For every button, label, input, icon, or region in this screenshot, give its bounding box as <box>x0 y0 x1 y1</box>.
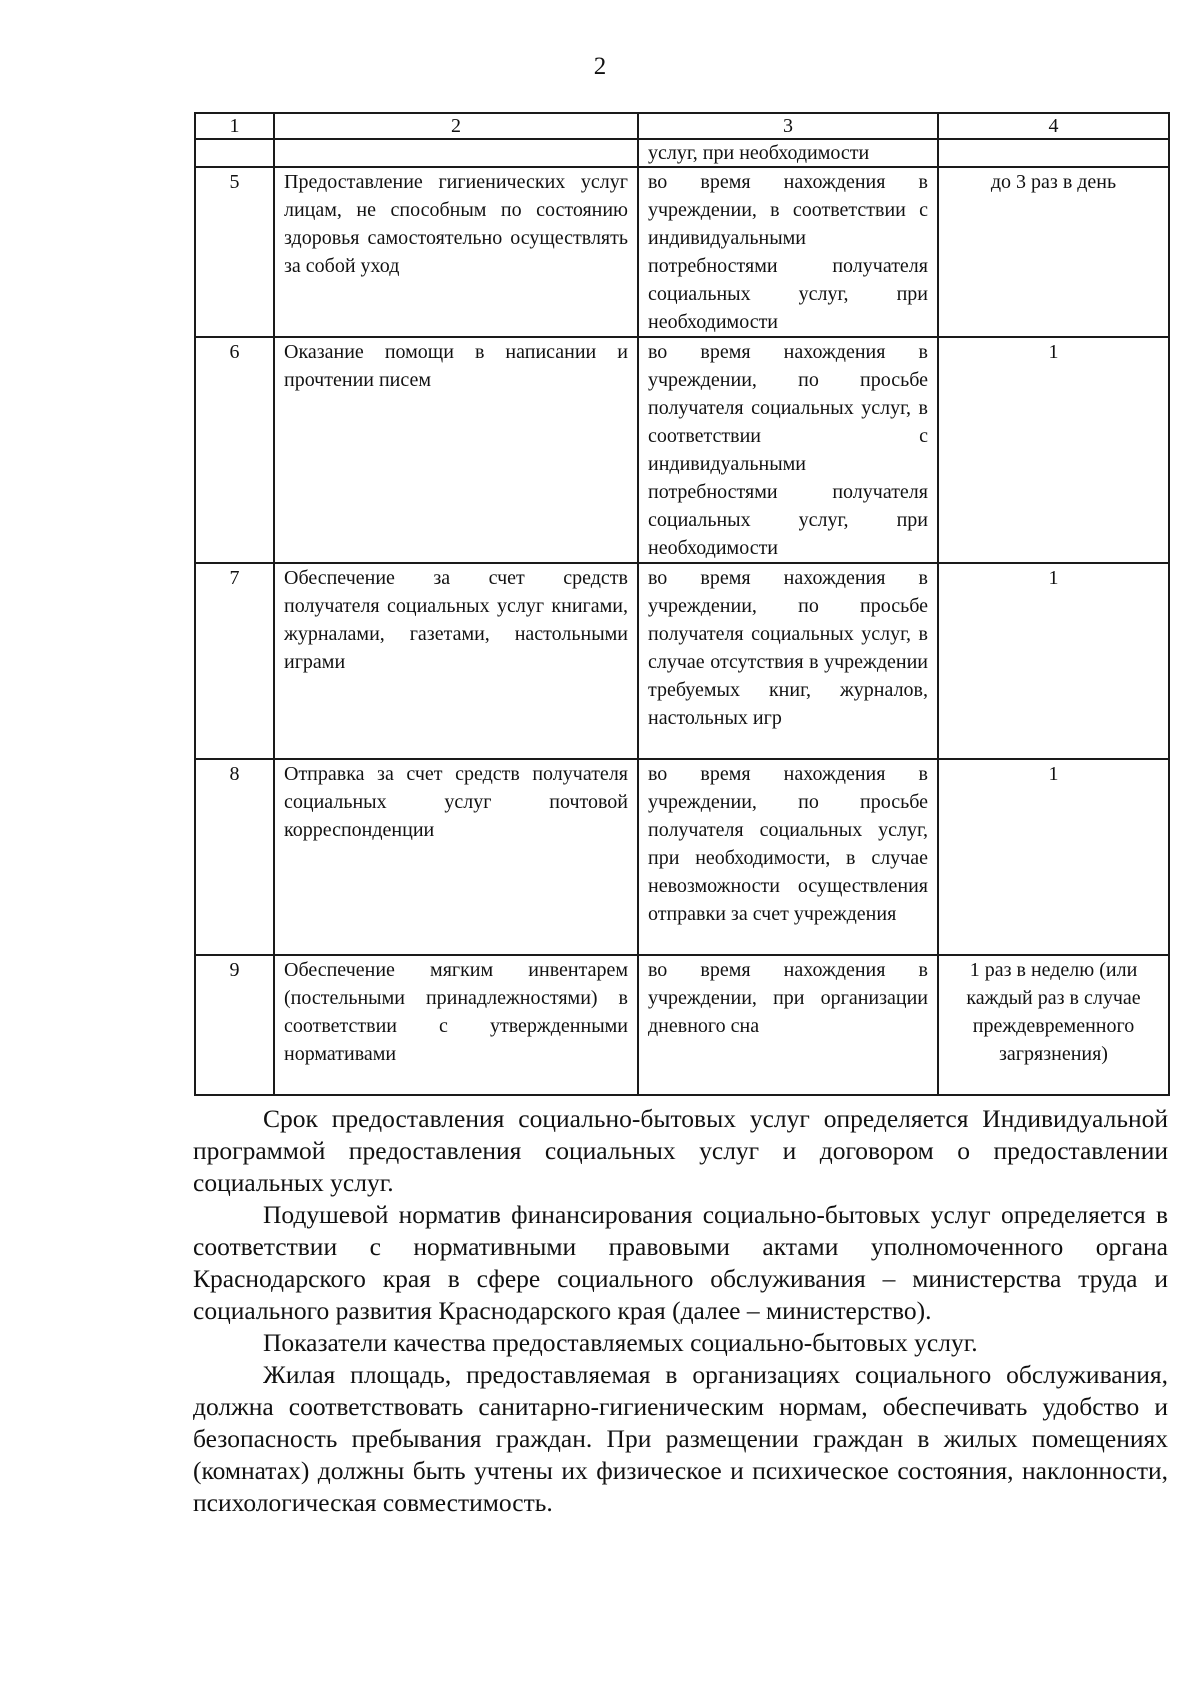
table-cell <box>938 139 1169 167</box>
condition-cell: во время нахождения в учреждении, в соответствии с индивидуальными потребностями получателя социальных услуг, при необходимости <box>638 167 938 337</box>
services-table <box>194 112 1170 1096</box>
row-number-cell: 7 <box>195 563 274 759</box>
condition-cell: во время нахождения в учреждении, по просьбе получателя социальных услуг, в соответствии с индивидуальными потребностями получателя социальных услуг, при необходимости <box>638 337 938 563</box>
frequency-cell: 1 раз в неделю (или каждый раз в случае преждевременного загрязнения) <box>938 955 1169 1095</box>
table-row <box>195 337 1169 563</box>
row-number-cell: 5 <box>195 167 274 337</box>
column-number-header: 1 <box>195 113 274 139</box>
table-row <box>195 563 1169 759</box>
paragraph: Срок предоставления социально-бытовых услуг определяется Индивидуальной программой предоставления социальных услуг и договором о предоставлении социальных услуг. <box>193 1104 1168 1197</box>
row-number-cell: 9 <box>195 955 274 1095</box>
service-name-cell: Предоставление гигиенических услуг лицам, не способным по состоянию здоровья самостоятельно осуществлять за собой уход <box>274 167 638 337</box>
paragraph: Показатели качества предоставляемых социально-бытовых услуг. <box>263 1328 978 1357</box>
table-cell <box>274 139 638 167</box>
column-number-header: 2 <box>274 113 638 139</box>
service-name-cell: Обеспечение мягким инвентарем (постельными принадлежностями) в соответствии с утвержденными нормативами <box>274 955 638 1095</box>
service-name-cell: Обеспечение за счет средств получателя социальных услуг книгами, журналами, газетами, настольными играми <box>274 563 638 759</box>
paragraph: Подушевой норматив финансирования социально-бытовых услуг определяется в соответствии с нормативными правовыми актами уполномоченного органа Краснодарского края в сфере социального обслуживания – министерства труда и социального развития Краснодарского края (далее – министерство). <box>193 1200 1168 1325</box>
row-number-cell: 6 <box>195 337 274 563</box>
frequency-cell: 1 <box>938 563 1169 759</box>
page-number: 2 <box>593 53 607 80</box>
frequency-cell: 1 <box>938 337 1169 563</box>
table-cell <box>195 139 274 167</box>
table-row <box>195 955 1169 1095</box>
frequency-cell: 1 <box>938 759 1169 955</box>
condition-cell: во время нахождения в учреждении, по просьбе получателя социальных услуг, при необходимости, в случае невозможности осуществления отправки за счет учреждения <box>638 759 938 955</box>
service-name-cell: Оказание помощи в написании и прочтении писем <box>274 337 638 563</box>
service-name-cell: Отправка за счет средств получателя социальных услуг почтовой корреспонденции <box>274 759 638 955</box>
table-row <box>195 167 1169 337</box>
frequency-cell: до 3 раз в день <box>938 167 1169 337</box>
condition-cell: во время нахождения в учреждении, по просьбе получателя социальных услуг, в случае отсутствия в учреждении требуемых книг, журналов, настольных игр <box>638 563 938 759</box>
condition-cell: во время нахождения в учреждении, при организации дневного сна <box>638 955 938 1095</box>
column-number-header: 4 <box>938 113 1169 139</box>
table-header-row <box>195 113 1169 139</box>
paragraph: Жилая площадь, предоставляемая в организациях социального обслуживания, должна соответствовать санитарно-гигиеническим нормам, обеспечивать удобство и безопасность пребывания граждан. При размещении граждан в жилых помещениях (комнатах) должны быть учтены их физическое и психическое состояния, наклонности, психологическая совместимость. <box>193 1360 1168 1517</box>
row-number-cell: 8 <box>195 759 274 955</box>
body-text <box>193 1103 1168 1519</box>
table-row <box>195 759 1169 955</box>
condition-cell: услуг, при необходимости <box>638 139 938 167</box>
continuation-row <box>195 139 1169 167</box>
column-number-header: 3 <box>638 113 938 139</box>
